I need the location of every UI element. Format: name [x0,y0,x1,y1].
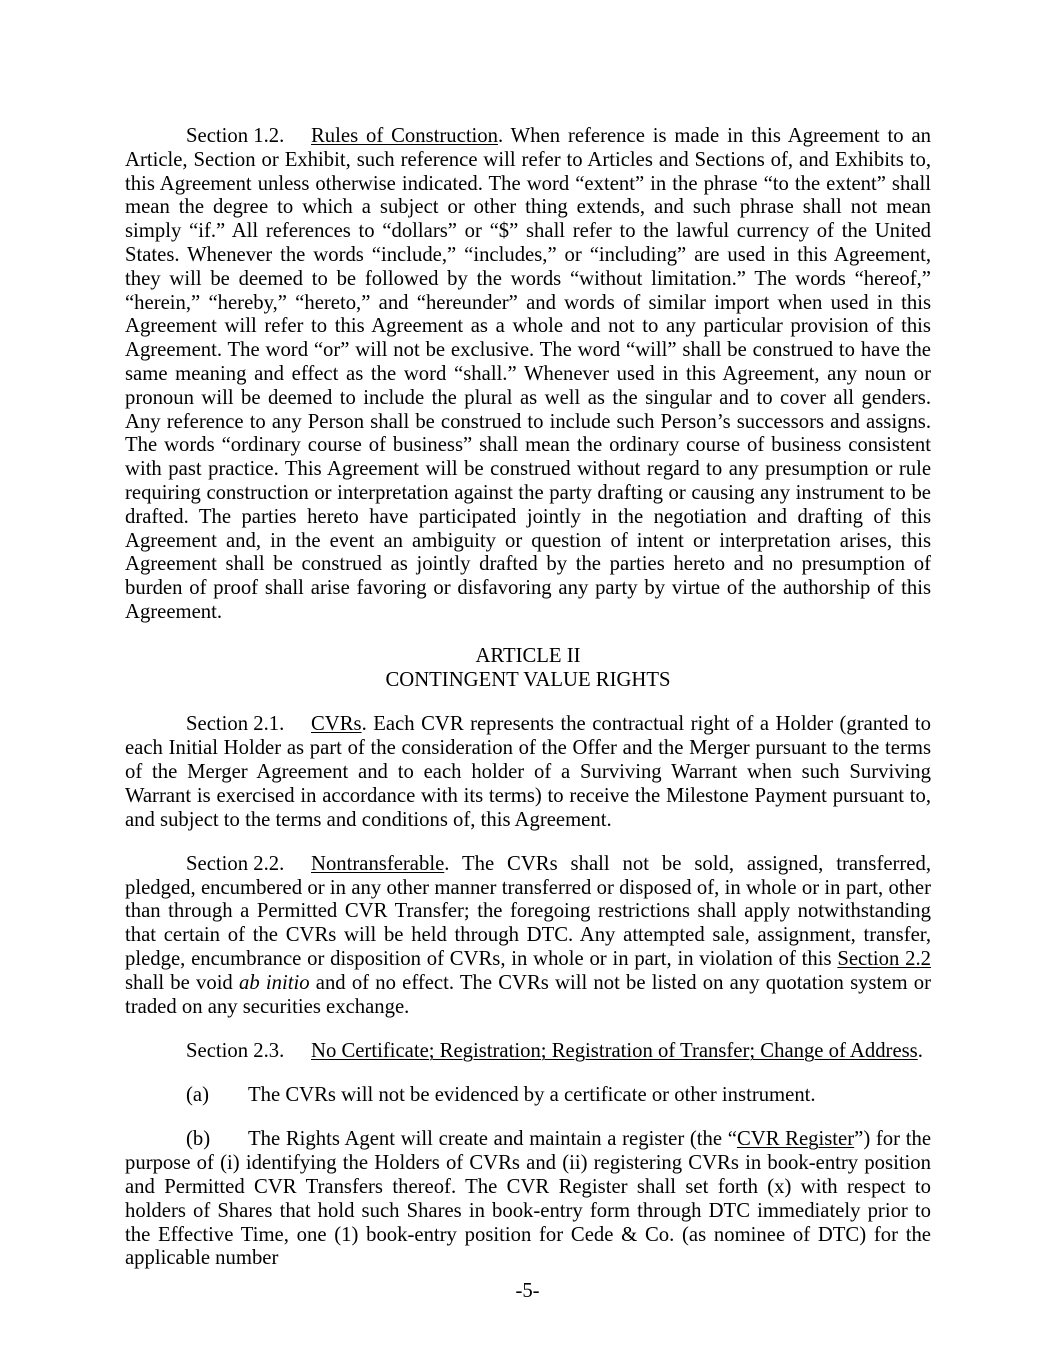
section-1-2 [125,125,931,625]
section-title: Nontransferable [311,852,445,875]
section-label: Section 2.3. [186,1039,285,1062]
section-body: . The CVRs shall not be sold, assigned, transferred, pledged, encumbered or in any other manner transferred or disposed of, in whole or in part, other than through a Permitted CVR Transfer; the foregoing restrictions shall apply notwithstanding that certain of the CVRs will be held through DTC. Any attempted sale, assignment, transfer, pledge, encumbrance or disposition of CVRs, in whole or in part, in violation of this [125,852,931,970]
section-body: . Each CVR represents the contractual right of a Holder (granted to each Initial Holder as part of the consideration of the Offer and the Merger pursuant to the terms of the Merger Agreement and to each holder of a Surviving Warrant when such Surviving Warrant is exercised in accordance with its terms) to receive the Milestone Payment pursuant to, and subject to the terms and conditions of, this Agreement. [125,713,931,831]
section-2-2 [125,853,931,1020]
section-body: and of no effect. The CVRs will not be listed on any quotation system or traded on any securities exchange. [125,971,931,1018]
article-number: ARTICLE II [475,645,581,668]
section-title: CVRs [311,713,362,736]
section-body: shall be void [125,971,239,994]
clause-label: (a) [186,1084,209,1107]
clause-label: (b) [186,1128,211,1151]
clause-body: ”) for the purpose of (i) identifying the Holders of CVRs and (ii) registering CVRs in book-entry position and Permitted CVR Transfers thereof. The CVR Register shall set forth (x) with respect to holders of Shares that hold such Shares in book-entry form through DTC immediately prior to the Effective Time, one (1) book-entry position for Cede & Co. (as nominee of DTC) for the applicable number [125,1128,932,1270]
section-title: Rules of Construction [311,125,498,147]
clause-b [125,1128,931,1271]
clause-body: The CVRs will not be evidenced by a certificate or other instrument. [248,1084,816,1107]
defined-term: CVR Register [736,1128,855,1151]
section-2-1 [125,713,931,832]
clause-body: The Rights Agent will create and maintain a register (the “ [248,1128,737,1151]
section-2-3 [125,1040,931,1064]
clause-a [125,1084,931,1108]
section-title: No Certificate; Registration; Registration of Transfer; Change of Address [311,1039,918,1062]
section-label: Section 2.2. [186,852,285,875]
section-label: Section 1.2. [186,125,285,147]
page-number: -5- [515,1280,540,1302]
section-end: . [917,1039,923,1062]
article-title: CONTINGENT VALUE RIGHTS [385,669,671,692]
section-label: Section 2.1. [186,713,285,736]
section-body: . When reference is made in this Agreement to an Article, Section or Exhibit, such reference will refer to Articles and Sections of, and Exhibits to, this Agreement unless otherwise indicated. The word “extent” in the phrase “to the extent” shall mean the degree to which a subject or other thing extends, and such phrase shall not mean simply “if.” All references to “dollars” or “$” shall refer to the lawful currency of the United States. Whenever the words “include,” “includes,” or “including” are used in this Agreement, they will be deemed to be followed by the words “without limitation.” The words “hereof,” “herein,” “hereby,” “hereto,” and “hereunder” and words of similar import when used in this Agreement will refer to this Agreement as a whole and not to any particular provision of this Agreement. The word “or” will not be exclusive. The word “will” shall be construed to have the same meaning and effect as the word “shall.” Whenever used in this Agreement, any noun or pronoun will be deemed to include the plural as well as the singular and to cover all genders. Any reference to any Person shall be construed to include such Person’s successors and assigns. The words “ordinary course of business” shall mean the ordinary course of business consistent with past practice. This Agreement will be construed without regard to any presumption or rule requiring construction or interpretation against the party drafting or causing any instrument to be drafted. The parties hereto have participated jointly in the negotiation and drafting of this Agreement and, in the event an ambiguity or question of intent or interpretation arises, this Agreement shall be construed as jointly drafted by the parties hereto and no presumption of burden of proof shall arise favoring or disfavoring any party by virtue of the authorship of this Agreement. [125,125,931,623]
section-reference: Section 2.2 [837,948,931,970]
document-page [125,125,931,1292]
italic-term: ab initio [238,971,310,994]
